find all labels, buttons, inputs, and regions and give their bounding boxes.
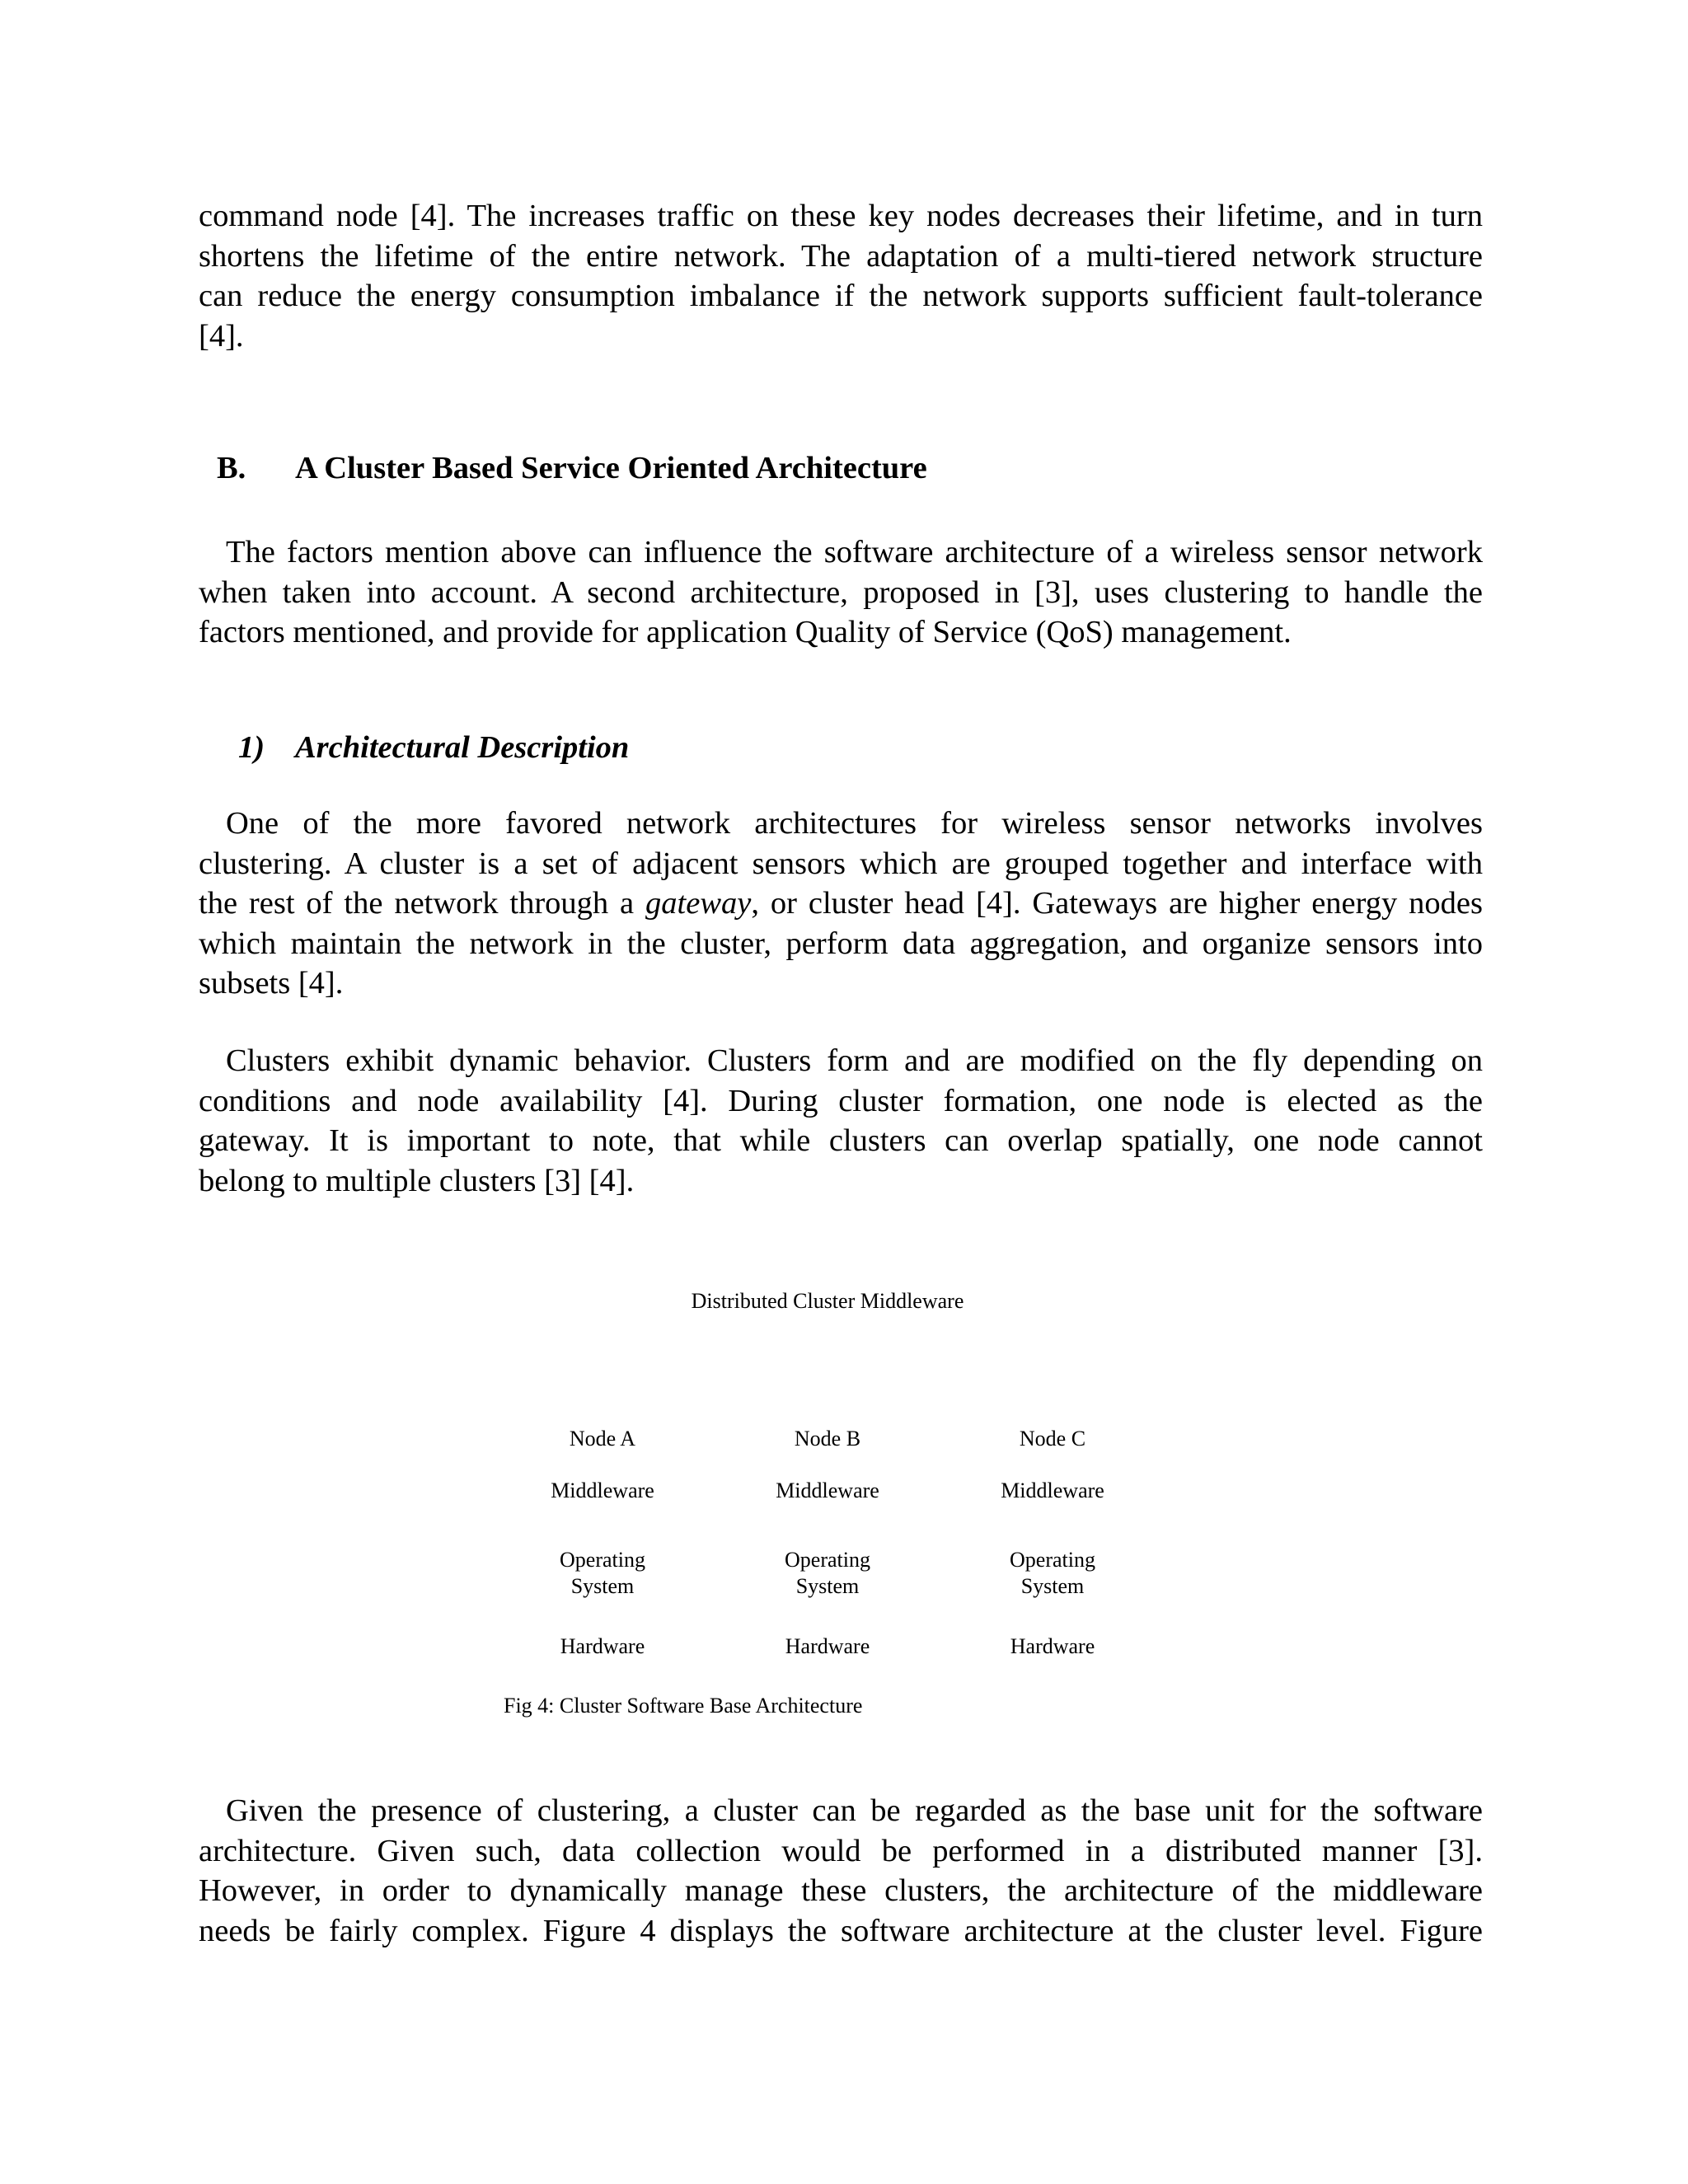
node-c-os-line1: Operating [1010,1548,1095,1572]
node-c-middleware: Middleware [1001,1479,1104,1502]
text-run: , or cluster head [4]. Gateways are higher energy nodes [751,886,1483,921]
text-line: can reduce the energy consumption imbalance if the network supports sufficient fault-tolerance [199,279,1483,313]
section-heading [217,448,927,488]
text-line [199,883,1483,924]
subsection-title: Architectural Description [295,730,630,765]
paragraph-cluster-base-unit [199,1791,1483,1951]
paragraph-architectural-description [199,804,1483,1004]
node-a-label: Node A [569,1427,636,1451]
text-line: subsets [4]. [199,966,344,1001]
text-line: command node [4]. The increases traffic on these key nodes decreases their lifetime, and in turn [199,199,1483,233]
text-line: [4]. [199,318,244,354]
text-line: when taken into account. A second architecture, proposed in [3], uses clustering to handle the [199,574,1483,610]
text-line: factors mentioned, and provide for application Quality of Service (QoS) management. [199,615,1292,649]
text-line: conditions and node availability [4]. During cluster formation, one node is elected as the [199,1083,1483,1118]
text-line: Clusters exhibit dynamic behavior. Clusters form and are modified on the fly depending on [226,1043,1483,1078]
node-a-hardware: Hardware [560,1634,645,1658]
node-b-os-line2: System [795,1574,860,1598]
node-a-os-line2: System [570,1574,635,1598]
node-b-os-line1: Operating [785,1548,870,1572]
paragraph-section-b [199,532,1483,653]
node-a-middleware: Middleware [551,1479,654,1502]
text-run: the rest of the network through a [199,886,646,921]
subsection-heading [238,728,629,767]
text-line: needs be fairly complex. Figure 4 displays the software architecture at the cluster level. Figure [199,1913,1483,1948]
subsection-number: 1) [238,730,265,765]
node-b-label: Node B [794,1427,861,1451]
paragraph-intro-continued [199,196,1483,356]
node-b-hardware: Hardware [785,1634,870,1658]
text-line: Given the presence of clustering, a cluster can be regarded as the base unit for the software [226,1793,1483,1828]
section-number: B. [217,451,246,485]
figure-caption: Fig 4: Cluster Software Base Architecture [504,1694,863,1718]
node-c-os-line2: System [1020,1574,1085,1598]
text-line: shortens the lifetime of the entire network. The adaptation of a multi-tiered network structure [199,238,1483,274]
node-c-label: Node C [1019,1427,1086,1451]
emphasis-gateway: gateway [645,886,752,921]
paragraph-cluster-behavior [199,1041,1483,1201]
text-line: However, in order to dynamically manage these clusters, the architecture of the middleware [199,1873,1483,1908]
text-line: gateway. It is important to note, that while clusters can overlap spatially, one node cannot [199,1123,1483,1158]
node-b-middleware: Middleware [776,1479,879,1502]
figure-top-label: Distributed Cluster Middleware [691,1289,964,1313]
text-line: architecture. Given such, data collection would be performed in a distributed manner [3]. [199,1833,1483,1868]
node-a-os-line1: Operating [560,1548,645,1572]
text-line: One of the more favored network architectures for wireless sensor networks involves [226,806,1483,841]
text-line: The factors mention above can influence the software architecture of a wireless sensor network [226,535,1483,569]
node-c-hardware: Hardware [1010,1634,1095,1658]
section-title: A Cluster Based Service Oriented Architecture [295,451,927,485]
text-line: which maintain the network in the cluster, perform data aggregation, and organize sensors into [199,926,1483,961]
text-line: belong to multiple clusters [3] [4]. [199,1163,635,1198]
text-line: clustering. A cluster is a set of adjacent sensors which are grouped together and interface with [199,846,1483,881]
